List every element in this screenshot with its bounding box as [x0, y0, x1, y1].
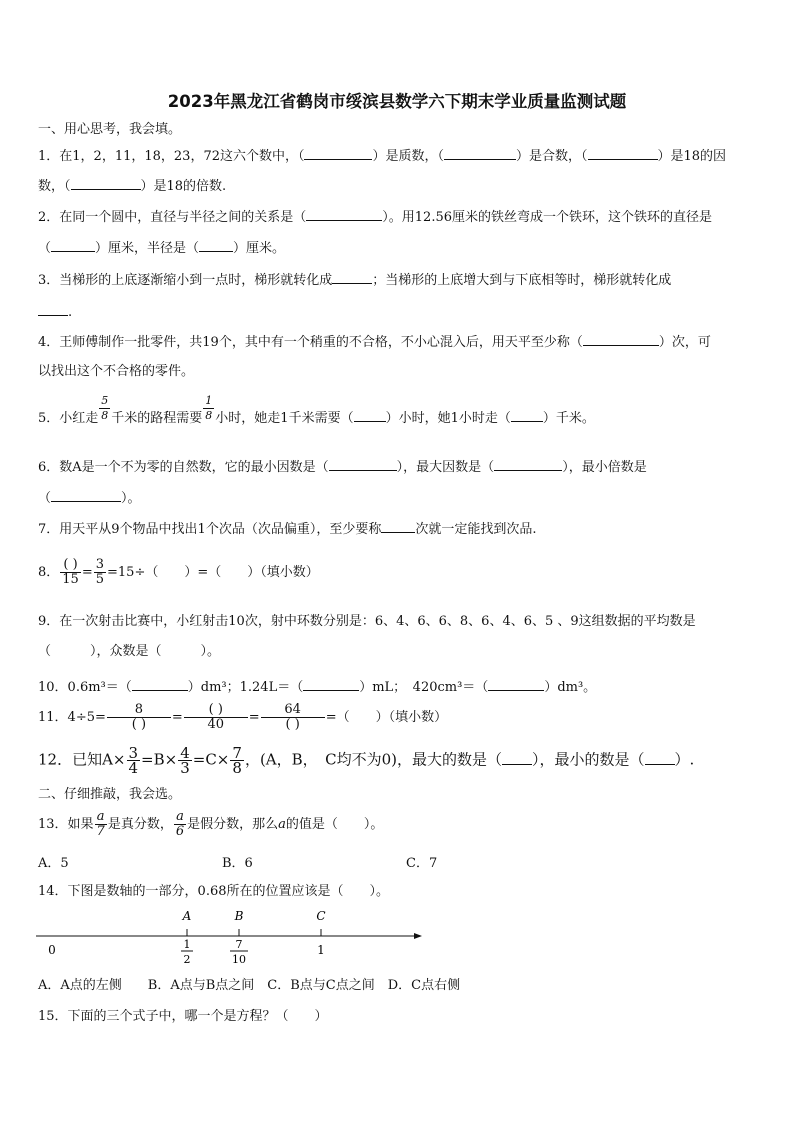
label-half-numerator: 1: [183, 938, 191, 951]
q6-text: 6．数A是一个不为零的自然数，它的最小因数是（: [38, 460, 329, 475]
variable-a: a: [278, 817, 286, 832]
label-one: 1: [317, 943, 325, 957]
label-zero: 0: [48, 943, 56, 957]
q5-text: ）千米。: [542, 411, 595, 426]
answer-blank[interactable]: [303, 677, 359, 691]
q11-text: 11．4÷5=: [38, 710, 106, 725]
q10-text: ）dm³；1.24L＝（: [187, 680, 304, 695]
question-12: [38, 746, 694, 775]
q12-text: ，(A，B， C均不为0)，最大的数是（: [244, 750, 503, 769]
fraction: $\frac{3}{5}$: [95, 557, 105, 587]
question-4-line-1: [38, 332, 711, 352]
q2-text: ）。用12.56厘米的铁丝弯成一个铁环，这个铁环的直径是: [382, 210, 712, 225]
q12-text: =B×: [141, 750, 178, 769]
q4-text: 以找出这个不合格的零件。: [38, 364, 195, 379]
q6-text: ）。: [121, 491, 141, 506]
fraction: $\frac{4}{3}$: [180, 744, 190, 777]
arrow-icon: [414, 933, 422, 939]
answer-blank[interactable]: [502, 751, 532, 765]
question-2-line-2: [38, 238, 285, 258]
answer-blank[interactable]: [132, 677, 188, 691]
fraction: $\frac{( )}{40}$: [184, 703, 248, 732]
q1-text: ）是合数，（: [516, 149, 588, 164]
label-seven-tenths-denominator: 10: [232, 953, 246, 966]
q13-option-c[interactable]: C．7: [406, 856, 438, 871]
answer-blank[interactable]: [38, 302, 68, 316]
question-11: [38, 703, 447, 732]
number-line-diagram: [30, 904, 430, 972]
label-half-denominator: 2: [183, 953, 191, 966]
question-14: 14．下图是数轴的一部分，0.68所在的位置应该是（ ）。: [38, 884, 389, 899]
answer-blank[interactable]: [329, 457, 397, 471]
fraction: $\frac{64}{( )}$: [261, 703, 325, 732]
answer-blank[interactable]: [583, 332, 659, 346]
answer-blank[interactable]: [488, 677, 544, 691]
q13-text: 是真分数，: [107, 817, 173, 832]
answer-blank[interactable]: [645, 751, 675, 765]
question-6-line-1: [38, 457, 647, 477]
q12-text: ），最小的数是（: [532, 750, 645, 769]
q1-text: ）是18的倍数.: [140, 179, 227, 194]
answer-blank[interactable]: [332, 270, 372, 284]
question-15: 15．下面的三个式子中，哪一个是方程？（ ）: [38, 1009, 328, 1024]
q13-option-b[interactable]: B．6: [222, 856, 253, 871]
q4-text: ）次，可: [658, 335, 711, 350]
question-9-line-1: [38, 613, 696, 631]
q9-text: 9．在一次射击比赛中，小红射击10次，射中环数分别是：6、4、6、6、8、6、4、6、5 、9这组数据的平均数是: [38, 614, 696, 629]
fraction: $\frac{8}{( )}$: [107, 703, 171, 732]
question-9-line-2: [38, 643, 220, 661]
document-title: 2023年黑龙江省鹤岗市绥滨县数学六下期末学业质量监测试题: [167, 92, 627, 111]
q5-text: 5．小红走: [38, 411, 99, 426]
answer-blank[interactable]: [588, 146, 658, 160]
q5-text: ）小时，她1小时走（: [385, 411, 511, 426]
q14-options[interactable]: A．A点的左侧 B．A点与B点之间 C．B点与C点之间 D．C点右侧: [38, 978, 461, 993]
q8-text: 8．: [38, 565, 60, 580]
answer-blank[interactable]: [199, 238, 233, 252]
question-8: [38, 558, 319, 587]
answer-blank[interactable]: [511, 408, 543, 422]
q6-text: （: [38, 491, 52, 506]
q1-text: 数，（: [38, 179, 71, 194]
q5-text: 千米的路程需要: [111, 411, 203, 426]
q3-text: .: [68, 305, 73, 320]
q13-text: 是假分数，那么: [187, 817, 279, 832]
answer-blank[interactable]: [306, 207, 382, 221]
answer-blank[interactable]: [51, 238, 95, 252]
answer-blank[interactable]: [444, 146, 516, 160]
q4-text: 4．王师傅制作一批零件，共19个，其中有一个稍重的不合格，不小心混入后，用天平至少称（: [38, 335, 583, 350]
q11-text: =: [171, 710, 183, 725]
answer-blank[interactable]: [494, 457, 562, 471]
fraction: $\frac{7}{8}$: [232, 744, 242, 777]
q2-text: ）厘米。: [233, 241, 286, 256]
section-choice-heading: 二、仔细推敲，我会选。: [38, 787, 182, 802]
question-2-line-1: [38, 207, 712, 227]
question-7: [38, 519, 536, 539]
q3-text: ；当梯形的上底增大到与下底相等时，梯形就转化成: [372, 273, 672, 288]
q10-text: ）mL； 420cm³＝（: [359, 680, 489, 695]
q12-text: =C×: [192, 750, 230, 769]
label-point-b: B: [234, 909, 244, 923]
question-1-line-1: [38, 146, 726, 166]
q8-text: =15÷（ ）=（ ）（填小数）: [107, 565, 319, 580]
q13-option-a[interactable]: A．5: [38, 856, 69, 871]
q1-text: ）是质数，（: [372, 149, 444, 164]
answer-blank[interactable]: [381, 519, 415, 533]
q12-text: ）.: [674, 750, 695, 769]
q1-text: 1．在1，2，11，18，23，72这六个数中，（: [38, 149, 305, 164]
question-3-line-1: [38, 270, 671, 290]
q2-text: 2．在同一个圆中，直径与半径之间的关系是（: [38, 210, 307, 225]
q9-text: （ ），众数是（ ）。: [38, 644, 221, 659]
q11-text: =: [248, 710, 260, 725]
q10-text: ）dm³。: [544, 680, 597, 695]
question-6-line-2: [38, 488, 141, 508]
q10-text: 10．0.6m³＝（: [38, 680, 132, 695]
question-1-line-2: [38, 176, 226, 196]
q6-text: ），最小倍数是: [562, 460, 647, 475]
fraction: $\frac{a}{7}$: [96, 809, 105, 839]
q2-text: ）厘米，半径是（: [95, 241, 200, 256]
answer-blank[interactable]: [71, 176, 141, 190]
answer-blank[interactable]: [304, 146, 372, 160]
q1-text: ）是18的因: [657, 149, 727, 164]
answer-blank[interactable]: [354, 408, 386, 422]
q11-text: =（ ）（填小数）: [325, 710, 448, 725]
q7-text: 次就一定能找到次品.: [415, 522, 537, 537]
section-fill-heading: 一、用心思考，我会填。: [38, 122, 182, 137]
question-5: [38, 394, 595, 433]
fraction: $\frac{5}{8}$: [101, 394, 109, 422]
q12-text: 12．已知A×: [38, 750, 126, 769]
q5-text: 小时，她走1千米需要（: [215, 411, 354, 426]
question-4-line-2: [38, 363, 194, 381]
q6-text: ），最大因数是（: [396, 460, 495, 475]
fraction: $\frac{3}{4}$: [128, 744, 139, 777]
label-seven-tenths-numerator: 7: [235, 938, 243, 951]
q3-text: 3．当梯形的上底逐渐缩小到一点时，梯形就转化成: [38, 273, 333, 288]
q2-text: （: [38, 241, 52, 256]
fraction: $\frac{1}{8}$: [205, 394, 213, 422]
q7-text: 7．用天平从9个物品中找出1个次品（次品偏重），至少要称: [38, 522, 382, 537]
label-point-c: C: [316, 909, 326, 923]
fraction: $\frac{a}{6}$: [175, 809, 185, 839]
q13-text: 13．如果: [38, 817, 94, 832]
question-3-line-2: [38, 302, 72, 322]
q13-text: 的值是（ ）。: [285, 817, 384, 832]
question-10: [38, 677, 596, 697]
label-point-a: A: [182, 909, 192, 923]
fraction: $\frac{( )}{15}$: [62, 557, 79, 587]
answer-blank[interactable]: [51, 488, 121, 502]
q8-text: =: [81, 565, 93, 580]
question-13: [38, 810, 383, 839]
